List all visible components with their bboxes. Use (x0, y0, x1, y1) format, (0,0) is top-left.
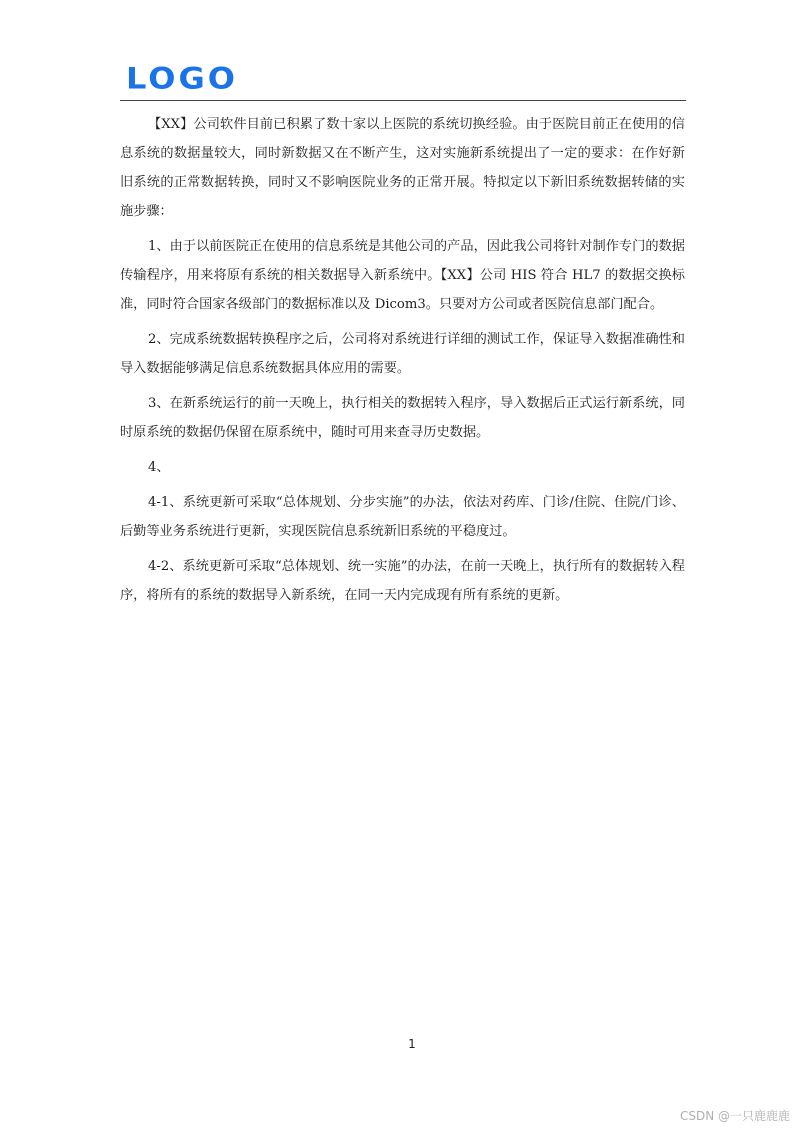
paragraph-step-2: 2、完成系统数据转换程序之后，公司将对系统进行详细的测试工作，保证导入数据准确性和导入数据能够满足信息系统数据具体应用的需要。 (120, 332, 685, 376)
paragraph-step-4: 4、 (148, 460, 170, 475)
page-number: 1 (408, 1037, 416, 1051)
paragraph-intro: 【XX】公司软件目前已积累了数十家以上医院的系统切换经验。由于医院目前正在使用的信息系统的数据量较大，同时新数据又在不断产生，这对实施新系统提出了一定的要求：在作好新旧系统的正常数据转换，同时又不影响医院业务的正常开展。特拟定以下新旧系统数据转储的实施步骤： (120, 117, 685, 219)
document-body (120, 110, 685, 616)
paragraph-step-3: 3、在新系统运行的前一天晚上，执行相关的数据转入程序，导入数据后正式运行新系统，同时原系统的数据仍保留在原系统中，随时可用来查寻历史数据。 (120, 396, 685, 440)
paragraph-step-4-2: 4-2、系统更新可采取“总体规划、统一实施”的办法，在前一天晚上，执行所有的数据转入程序，将所有的系统的数据导入新系统，在同一天内完成现有所有系统的更新。 (120, 559, 685, 603)
header-divider (120, 100, 686, 101)
company-logo: LOGO (126, 61, 238, 97)
paragraph-step-4-1: 4-1、系统更新可采取“总体规划、分步实施”的办法，依法对药库、门诊/住院、住院/门诊、后勤等业务系统进行更新，实现医院信息系统新旧系统的平稳度过。 (120, 495, 685, 539)
paragraph-step-1: 1、由于以前医院正在使用的信息系统是其他公司的产品，因此我公司将针对制作专门的数据传输程序，用来将原有系统的相关数据导入新系统中。【XX】公司 HIS 符合 HL7 的数据交换标准，同时符合国家各级部门的数据标准以及 Dicom3。只要对方公司或者医院信息部门配合。 (120, 239, 685, 312)
watermark: CSDN @一只鹿鹿鹿 (679, 1109, 790, 1123)
